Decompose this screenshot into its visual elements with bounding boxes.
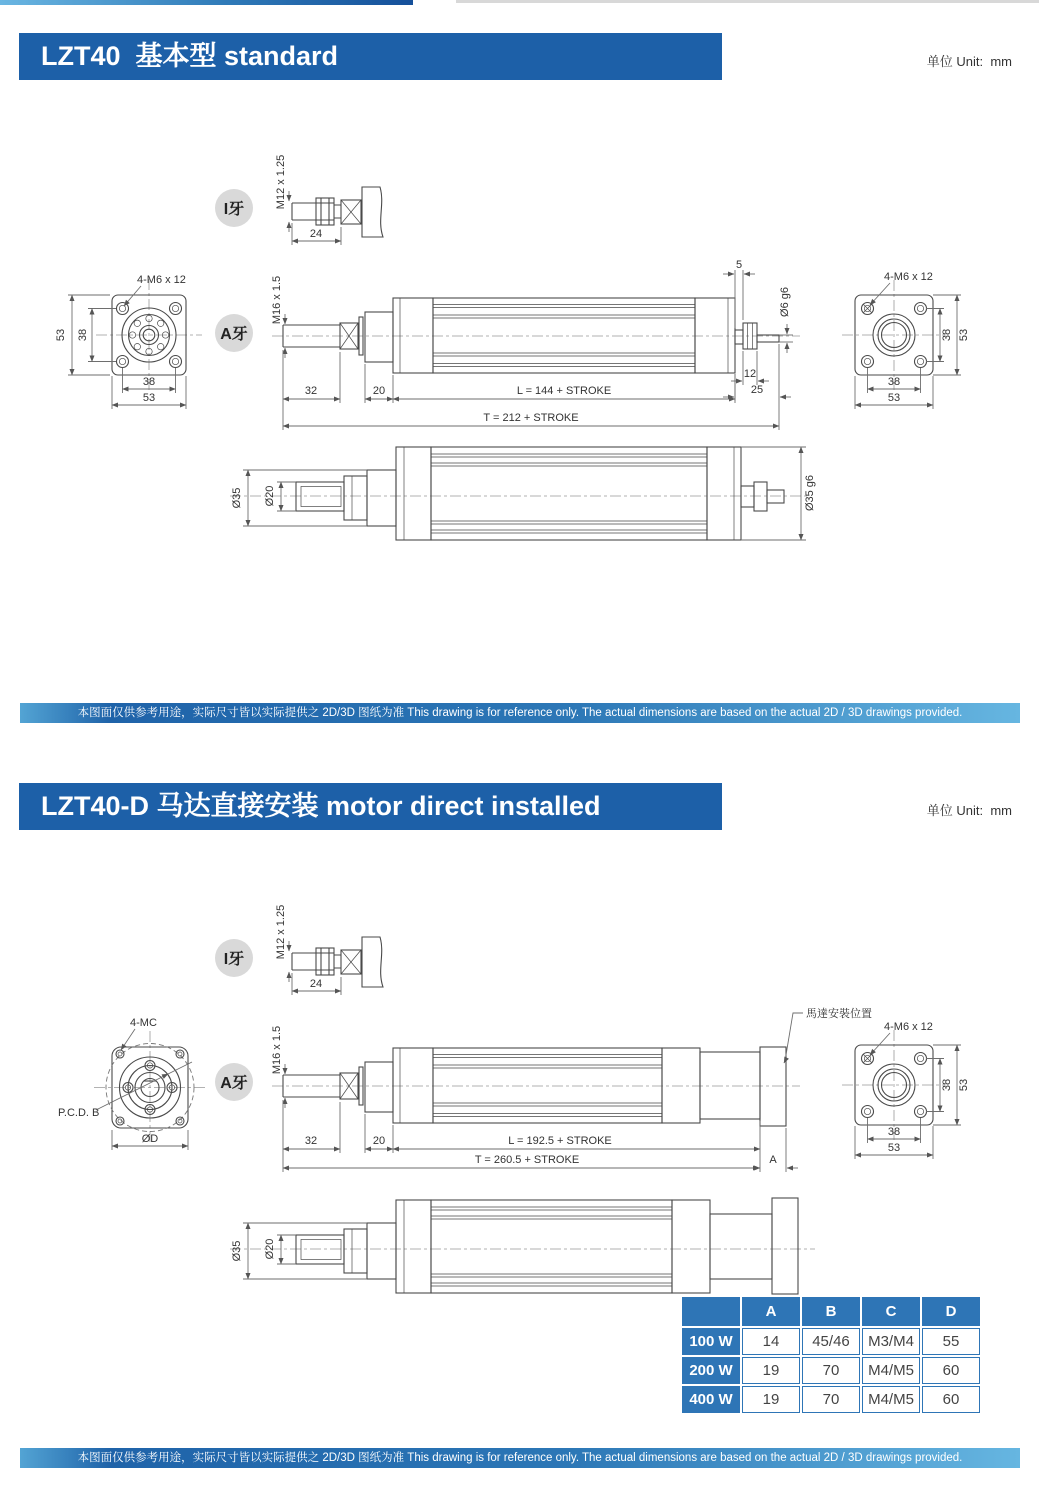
dim-32: 32 bbox=[304, 385, 318, 397]
disclaimer-bar-2: 本图面仅供参考用途，实际尺寸皆以实际提供之 2D/3D 图纸为准 This drawing is for reference only. The actual dimensions are based on the actual 2D / 3D drawings provided. bbox=[20, 1448, 1020, 1468]
section2-title: LZT40-D 马达直接安装 motor direct installed bbox=[41, 791, 601, 821]
s2-bottom-view bbox=[230, 1198, 815, 1294]
s2-main-view bbox=[271, 1006, 872, 1172]
dim-rod-dia: Ø6 g6 bbox=[779, 287, 791, 317]
table-row-label: 400 W bbox=[682, 1386, 740, 1413]
dim-diaD: ØD bbox=[141, 1133, 159, 1145]
s1-bottom-view bbox=[230, 447, 816, 540]
a-thread-badge-label: A牙 bbox=[220, 1075, 248, 1092]
dim-38h: 38 bbox=[887, 1126, 901, 1138]
dim-dia35g6: Ø35 g6 bbox=[804, 474, 816, 512]
dim-53h: 53 bbox=[887, 1142, 901, 1154]
table-cell: 60 bbox=[922, 1386, 980, 1413]
i-thread-badge-label: I牙 bbox=[223, 201, 245, 218]
dim-12: 12 bbox=[743, 368, 757, 380]
dim-24-label: 24 bbox=[309, 978, 323, 990]
s1-thread-i-detail bbox=[215, 155, 383, 245]
dim-53v: 53 bbox=[958, 1078, 970, 1092]
dim-L: L = 144 + STROKE bbox=[516, 385, 612, 397]
s2-thread-i-detail bbox=[215, 905, 383, 995]
a-thread-badge-label: A牙 bbox=[220, 326, 248, 343]
table-cell: 19 bbox=[742, 1357, 800, 1384]
table-header-empty bbox=[682, 1297, 740, 1326]
section1-header bbox=[19, 33, 722, 80]
table-row-label: 200 W bbox=[682, 1357, 740, 1384]
thread-size-label: M12 x 1.25 bbox=[275, 154, 287, 210]
table-cell: 14 bbox=[742, 1328, 800, 1355]
top-gray-rule bbox=[456, 0, 1039, 3]
table-header-D: D bbox=[922, 1297, 980, 1326]
s2-flange-right bbox=[842, 1021, 970, 1159]
dim-38v: 38 bbox=[941, 328, 953, 342]
dim-20: 20 bbox=[372, 1135, 386, 1147]
table-cell: 70 bbox=[802, 1357, 860, 1384]
dim-24-label: 24 bbox=[309, 228, 323, 240]
motor-position-label: 馬達安裝位置 bbox=[806, 1008, 872, 1020]
unit-label-2: 单位 Unit: mm bbox=[926, 803, 1012, 818]
section2-drawing bbox=[0, 840, 1039, 1295]
i-thread-badge-label: I牙 bbox=[223, 951, 245, 968]
thread-size-label: M12 x 1.25 bbox=[275, 904, 287, 960]
dim-53h: 53 bbox=[887, 392, 901, 404]
section2-header bbox=[19, 783, 722, 830]
hole-callout: 4-M6 x 12 bbox=[884, 1021, 933, 1033]
section1-drawing bbox=[0, 90, 1039, 650]
table-cell: M4/M5 bbox=[862, 1386, 920, 1413]
pcd-label: P.C.D. B bbox=[58, 1107, 100, 1119]
s1-flange-left bbox=[55, 274, 202, 409]
hole-callout: 4-MC bbox=[130, 1017, 157, 1029]
s1-main-view bbox=[271, 259, 800, 430]
top-accent-bar bbox=[0, 0, 413, 5]
dim-38v: 38 bbox=[941, 1078, 953, 1092]
dim-dia20: Ø20 bbox=[264, 1238, 276, 1260]
thread-size-label: M16 x 1.5 bbox=[271, 275, 283, 325]
table-cell: 45/46 bbox=[802, 1328, 860, 1355]
dim-38h: 38 bbox=[142, 376, 156, 388]
dim-25: 25 bbox=[750, 384, 764, 396]
thread-size-label: M16 x 1.5 bbox=[271, 1025, 283, 1075]
unit-label-1: 单位 Unit: mm bbox=[926, 54, 1012, 69]
hole-callout: 4-M6 x 12 bbox=[137, 274, 186, 286]
table-cell: 19 bbox=[742, 1386, 800, 1413]
table-cell: 60 bbox=[922, 1357, 980, 1384]
dim-dia35: Ø35 bbox=[231, 1240, 243, 1262]
dim-A: A bbox=[769, 1154, 777, 1166]
section1-title: LZT40 基本型 standard bbox=[41, 41, 339, 71]
table-header-C: C bbox=[862, 1297, 920, 1326]
dim-dia35: Ø35 bbox=[231, 487, 243, 509]
motor-spec-table bbox=[682, 1297, 980, 1413]
dim-5: 5 bbox=[735, 259, 743, 271]
dim-53v: 53 bbox=[55, 328, 67, 342]
dim-53h: 53 bbox=[142, 392, 156, 404]
dim-dia20: Ø20 bbox=[264, 485, 276, 507]
table-cell: M3/M4 bbox=[862, 1328, 920, 1355]
dim-L: L = 192.5 + STROKE bbox=[508, 1135, 612, 1147]
disclaimer-bar-1: 本图面仅供参考用途，实际尺寸皆以实际提供之 2D/3D 图纸为准 This drawing is for reference only. The actual dimensions are based on the actual 2D / 3D drawings provided. bbox=[20, 703, 1020, 723]
table-header-B: B bbox=[802, 1297, 860, 1326]
hole-callout: 4-M6 x 12 bbox=[884, 271, 933, 283]
table-row-label: 100 W bbox=[682, 1328, 740, 1355]
dim-38v: 38 bbox=[77, 328, 89, 342]
s1-flange-right bbox=[842, 271, 970, 409]
table-header-A: A bbox=[742, 1297, 800, 1326]
dim-T: T = 260.5 + STROKE bbox=[474, 1154, 580, 1166]
table-cell: 55 bbox=[922, 1328, 980, 1355]
table-cell: 70 bbox=[802, 1386, 860, 1413]
dim-53v: 53 bbox=[958, 328, 970, 342]
dim-T: T = 212 + STROKE bbox=[483, 412, 579, 424]
dim-32: 32 bbox=[304, 1135, 318, 1147]
dim-20: 20 bbox=[372, 385, 386, 397]
table-cell: M4/M5 bbox=[862, 1357, 920, 1384]
dim-38h: 38 bbox=[887, 376, 901, 388]
s2-motor-flange bbox=[58, 1017, 206, 1150]
